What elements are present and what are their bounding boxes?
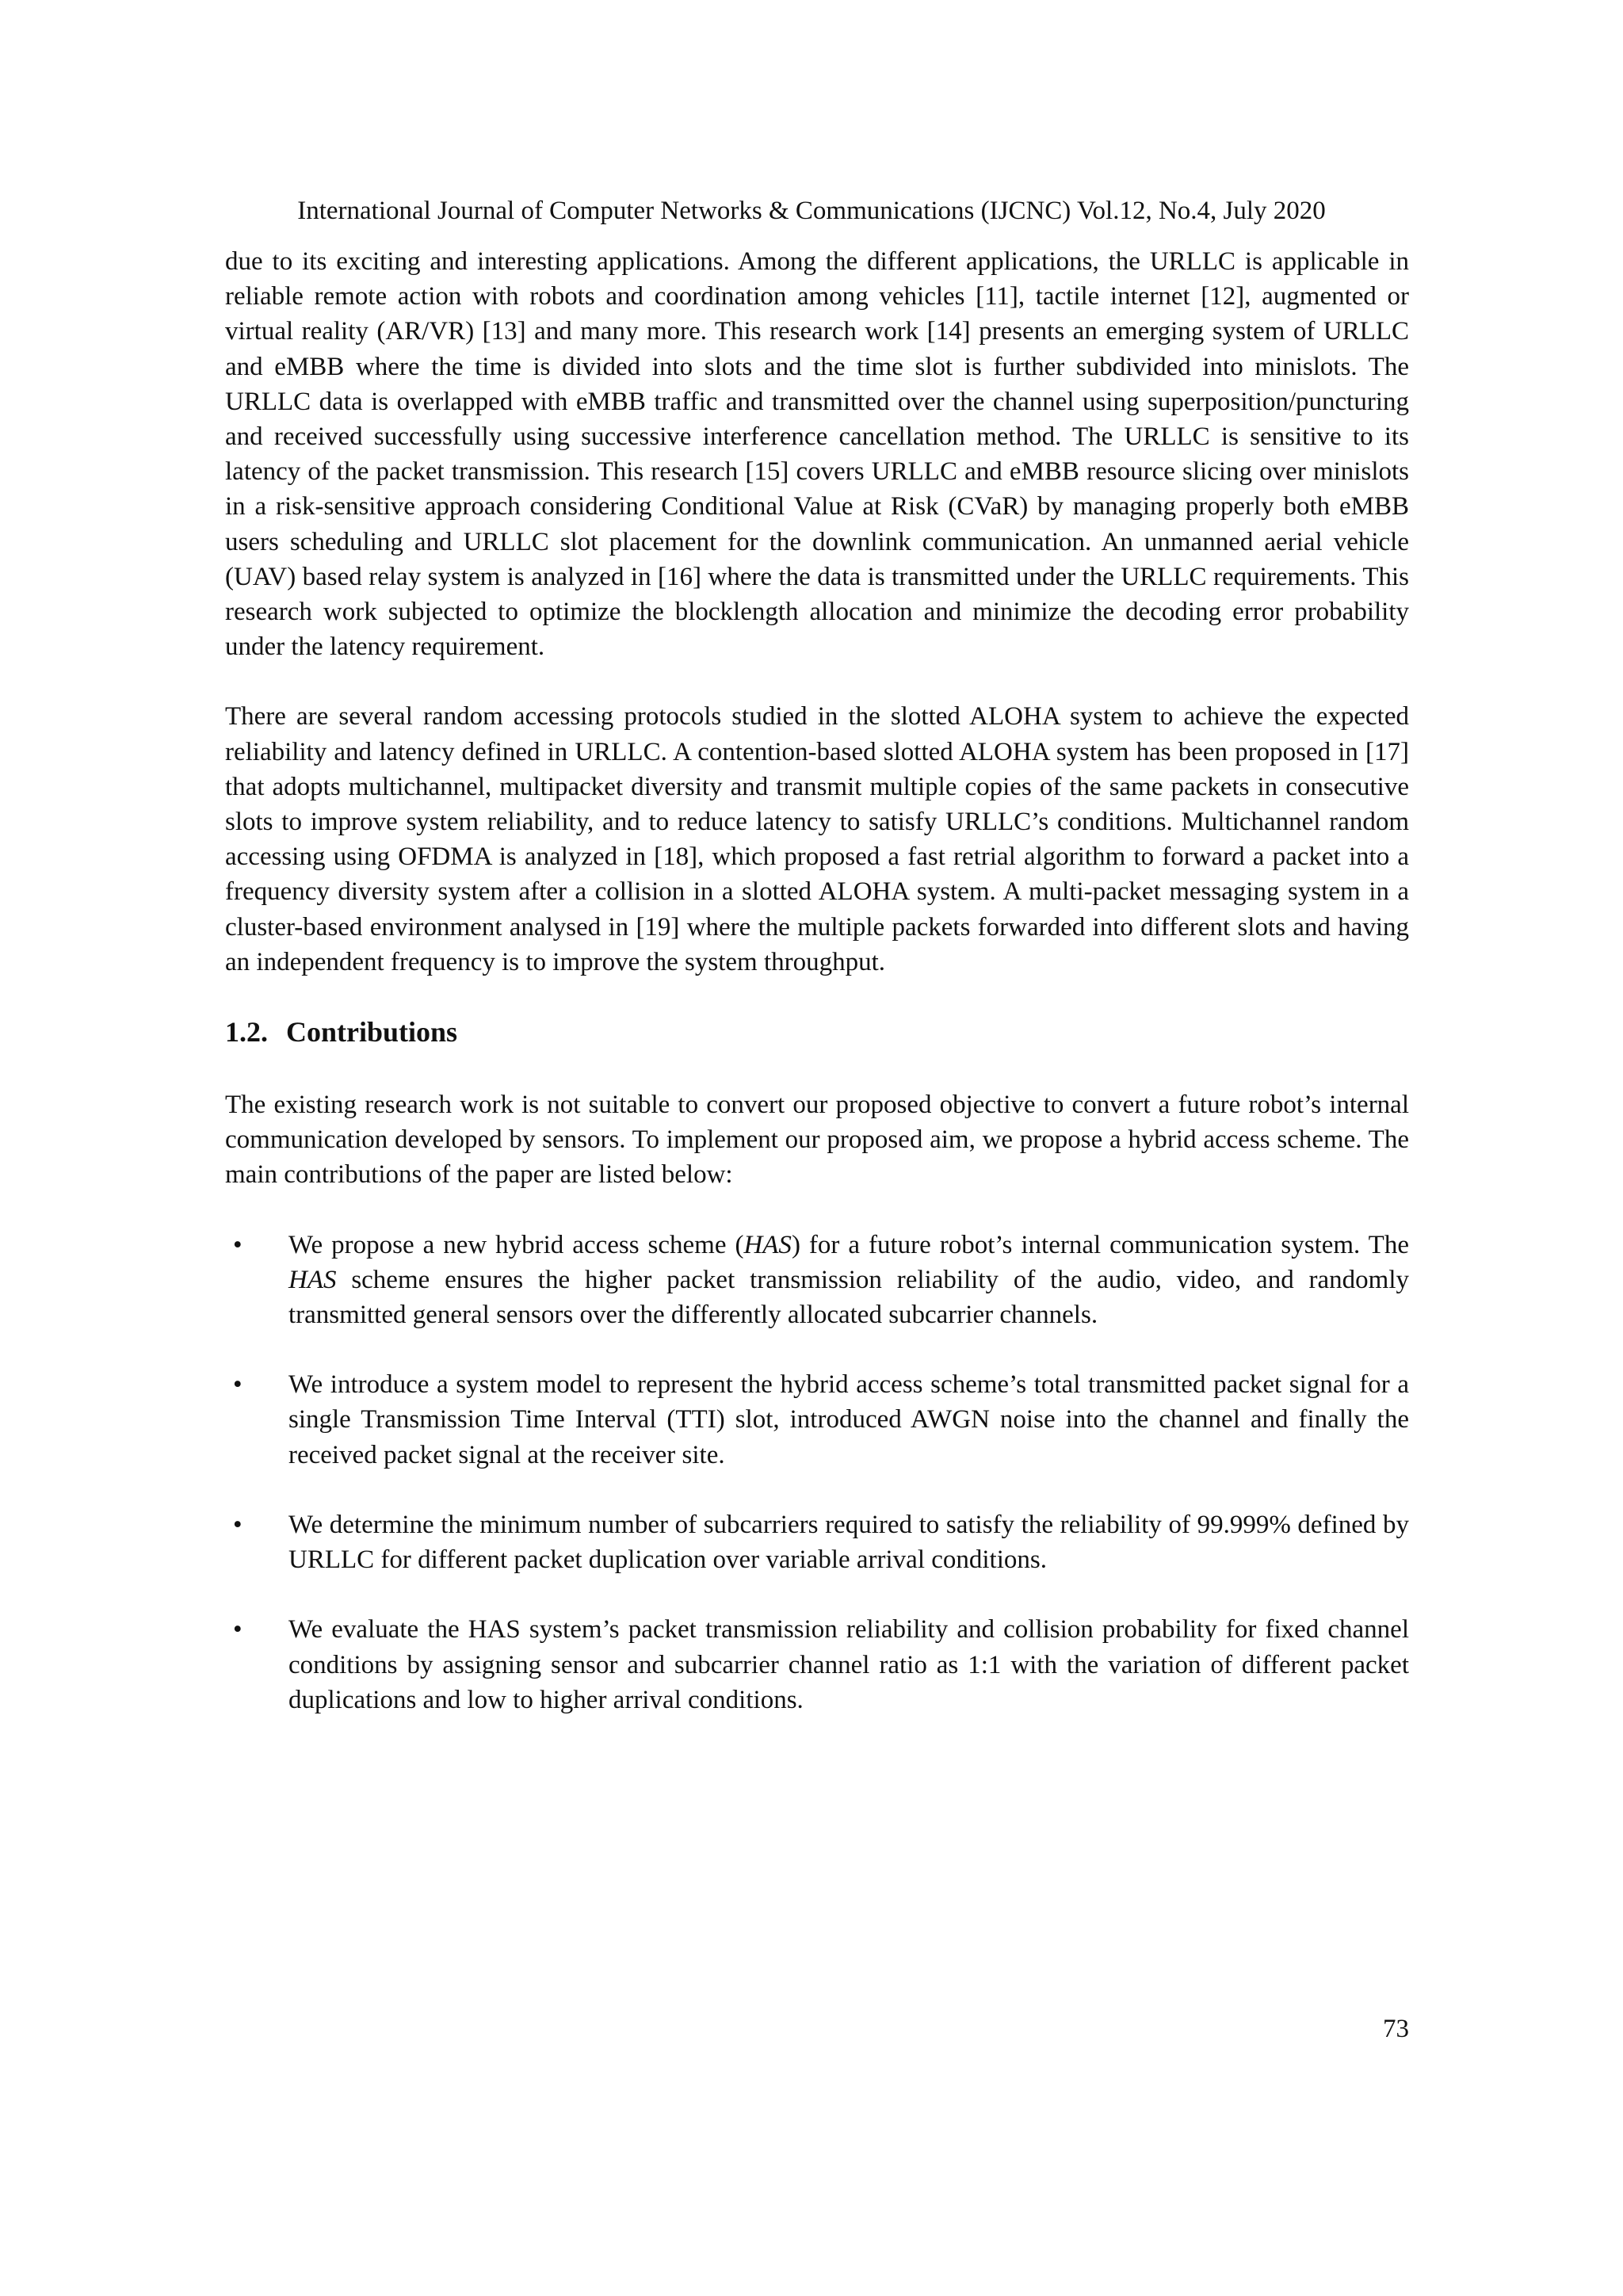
contribution-text: We determine the minimum number of subcarriers required to satisfy the reliability of 99.999% defined by URLLC for different packet duplication over variable arrival conditions. xyxy=(288,1510,1409,1575)
contribution-text: We introduce a system model to represent the hybrid access scheme’s total transmitted packet signal for a single Transmission Time Interval (TTI) slot, introduced AWGN noise into the channel and finally the received packet signal at the receiver site. xyxy=(288,1370,1409,1469)
paragraph-related-work-urllc: due to its exciting and interesting applications. Among the different applications, the URLLC is applicable in reliable remote action with robots and coordination among vehicles [11], tactile internet [12], augmented or virtual reality (AR/VR) [13] and many more. This research work [14] presents an emerging system of URLLC and eMBB where the time is divided into slots and the time slot is further subdivided into minislots. The URLLC data is overlapped with eMBB traffic and transmitted over the channel using superposition/puncturing and received successfully using successive interference cancellation method. The URLLC is sensitive to its latency of the packet transmission. This research [15] covers URLLC and eMBB resource slicing over minislots in a risk-sensitive approach considering Conditional Value at Risk (CVaR) by managing properly both eMBB users scheduling and URLLC slot placement for the downlink communication. An unmanned aerial vehicle (UAV) based relay system is analyzed in [16] where the data is transmitted under the URLLC requirements. This research work subjected to optimize the blocklength allocation and minimize the decoding error probability under the latency requirement. xyxy=(225,247,1409,662)
contribution-item xyxy=(225,1612,1409,1717)
page-number: 73 xyxy=(1383,2015,1409,2043)
page-body xyxy=(225,244,1409,1752)
contribution-item xyxy=(225,1507,1409,1577)
contribution-item xyxy=(225,1228,1409,1333)
has-term: HAS xyxy=(288,1265,337,1294)
contributions-list xyxy=(225,1228,1409,1717)
contribution-text-post: scheme ensures the higher packet transmission reliability of the audio, video, and randomly transmitted general sensors over the differently allocated subcarrier channels. xyxy=(288,1265,1409,1330)
running-header: International Journal of Computer Networks & Communications (IJCNC) Vol.12, No.4, July 2020 xyxy=(297,197,1326,225)
contribution-item xyxy=(225,1367,1409,1473)
paragraph-related-work-aloha: There are several random accessing protocols studied in the slotted ALOHA system to achieve the expected reliability and latency defined in URLLC. A contention-based slotted ALOHA system has been proposed in [17] that adopts multichannel, multipacket diversity and transmit multiple copies of the same packets in consecutive slots to improve system reliability, and to reduce latency to satisfy URLLC’s conditions. Multichannel random accessing using OFDMA is analyzed in [18], which proposed a fast retrial algorithm to forward a packet into a frequency diversity system after a collision in a slotted ALOHA system. A multi-packet messaging system in a cluster-based environment analysed in [19] where the multiple packets forwarded into different slots and having an independent frequency is to improve the system throughput. xyxy=(225,702,1409,976)
section-heading-contributions xyxy=(225,1014,1409,1049)
section-number: 1.2. xyxy=(225,1016,268,1049)
contribution-text: We evaluate the HAS system’s packet transmission reliability and collision probability for fixed channel conditions by assigning sensor and subcarrier channel ratio as 1:1 with the variation of different packet duplications and low to higher arrival conditions. xyxy=(288,1615,1409,1714)
bullet-icon: • xyxy=(233,1370,242,1400)
bullet-icon: • xyxy=(233,1510,242,1539)
section-title: Contributions xyxy=(286,1016,458,1049)
contribution-text-pre: We propose a new hybrid access scheme ( xyxy=(288,1230,744,1259)
contributions-intro: The existing research work is not suitable to convert our proposed objective to convert a future robot’s internal communication developed by sensors. To implement our proposed aim, we propose a hybrid access scheme. The main contributions of the paper are listed below: xyxy=(225,1091,1409,1190)
bullet-icon: • xyxy=(233,1230,242,1259)
bullet-icon: • xyxy=(233,1615,242,1645)
contribution-text-mid: ) for a future robot’s internal communication system. The xyxy=(791,1230,1409,1259)
has-term: HAS xyxy=(743,1230,792,1259)
